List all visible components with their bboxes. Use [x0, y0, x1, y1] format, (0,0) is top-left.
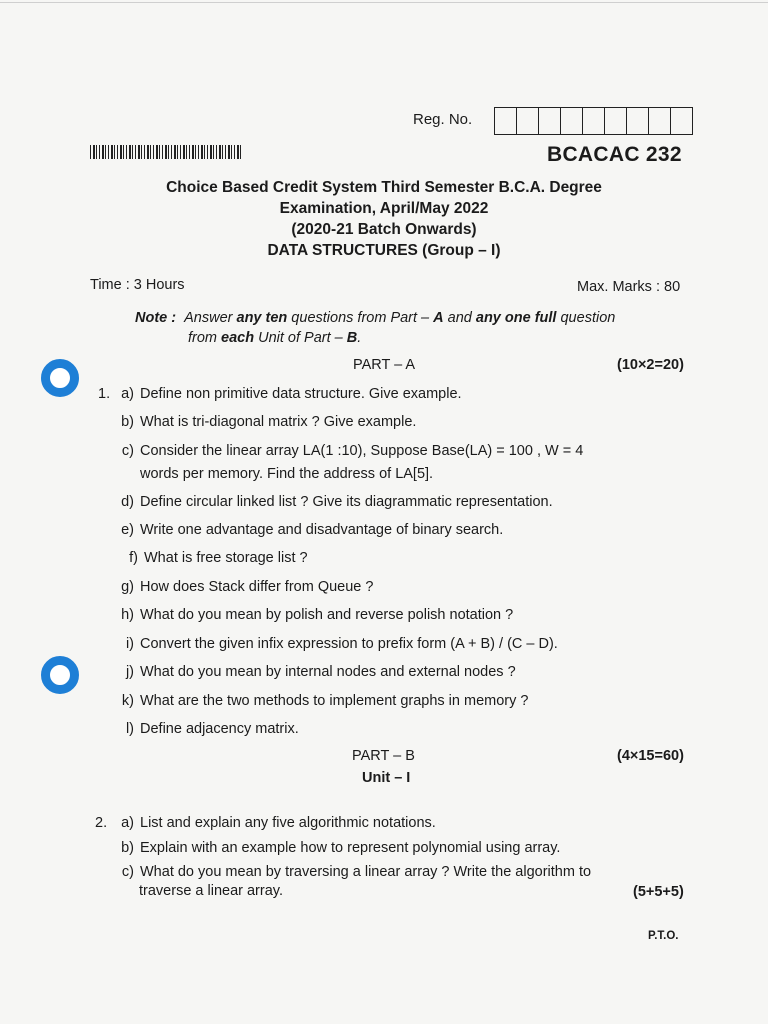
question-2-marks: (5+5+5): [633, 884, 684, 900]
question-1k: k) What are the two methods to implement graphs in memory ?: [121, 693, 529, 709]
question-1l: l) Define adjacency matrix.: [125, 721, 299, 737]
part-a-heading: PART – A: [353, 357, 416, 373]
title-line-1: Choice Based Credit System Third Semester B.C.A. Degree: [166, 179, 602, 196]
question-1c: c) Consider the linear array LA(1 :10), Suppose Base(LA) = 100 , W = 4: [121, 443, 584, 459]
question-1a: a) Define non primitive data structure. Give example.: [121, 386, 462, 402]
title-line-2: Examination, April/May 2022: [279, 200, 489, 217]
note-label: Note :: [135, 310, 177, 326]
paper-code: BCACAC 232: [547, 143, 682, 166]
question-1d: d) Define circular linked list ? Give its diagrammatic representation.: [121, 494, 553, 510]
question-2c: c) What do you mean by traversing a linear array ? Write the algorithm to: [121, 864, 592, 880]
question-2-number: 2.: [95, 815, 108, 831]
punch-hole-bottom: [41, 656, 79, 694]
question-2c-cont: traverse a linear array.: [139, 883, 283, 899]
pto-label: P.T.O.: [648, 930, 679, 942]
question-1j: j) What do you mean by internal nodes and external nodes ?: [125, 664, 516, 680]
subject-title: DATA STRUCTURES (Group – I): [267, 242, 501, 259]
question-1i: i) Convert the given infix expression to prefix form (A + B) / (C – D).: [125, 636, 558, 652]
question-1b: b) What is tri-diagonal matrix ? Give example.: [121, 414, 417, 430]
note-line-1: Note : Answer any ten questions from Part – A and any one full question: [135, 310, 616, 326]
unit-heading: Unit – I: [362, 770, 411, 786]
question-2b: b) Explain with an example how to represent polynomial using array.: [121, 840, 561, 856]
max-marks: Max. Marks : 80: [577, 279, 681, 295]
question-1-number: 1.: [98, 386, 111, 402]
question-1g: g) How does Stack differ from Queue ?: [121, 579, 374, 595]
time-allowed: Time : 3 Hours: [90, 277, 185, 293]
reg-no-boxes: [494, 107, 693, 135]
note-line-2: from each Unit of Part – B.: [188, 330, 362, 346]
question-1c-cont: words per memory. Find the address of LA[5].: [140, 466, 434, 482]
question-1f: f) What is free storage list ?: [129, 550, 308, 566]
question-1h: h) What do you mean by polish and reverse polish notation ?: [121, 607, 514, 623]
title-line-3: (2020-21 Batch Onwards): [291, 221, 477, 238]
page-top-edge: [0, 2, 768, 3]
part-b-marks: (4×15=60): [617, 748, 684, 764]
part-b-heading: PART – B: [352, 748, 415, 764]
question-1e: e) Write one advantage and disadvantage of binary search.: [121, 522, 504, 538]
reg-no-label: Reg. No.: [413, 111, 473, 128]
punch-hole-top: [41, 359, 79, 397]
barcode: [90, 145, 242, 159]
part-a-marks: (10×2=20): [617, 357, 684, 373]
question-2a: a) List and explain any five algorithmic notations.: [121, 815, 436, 831]
